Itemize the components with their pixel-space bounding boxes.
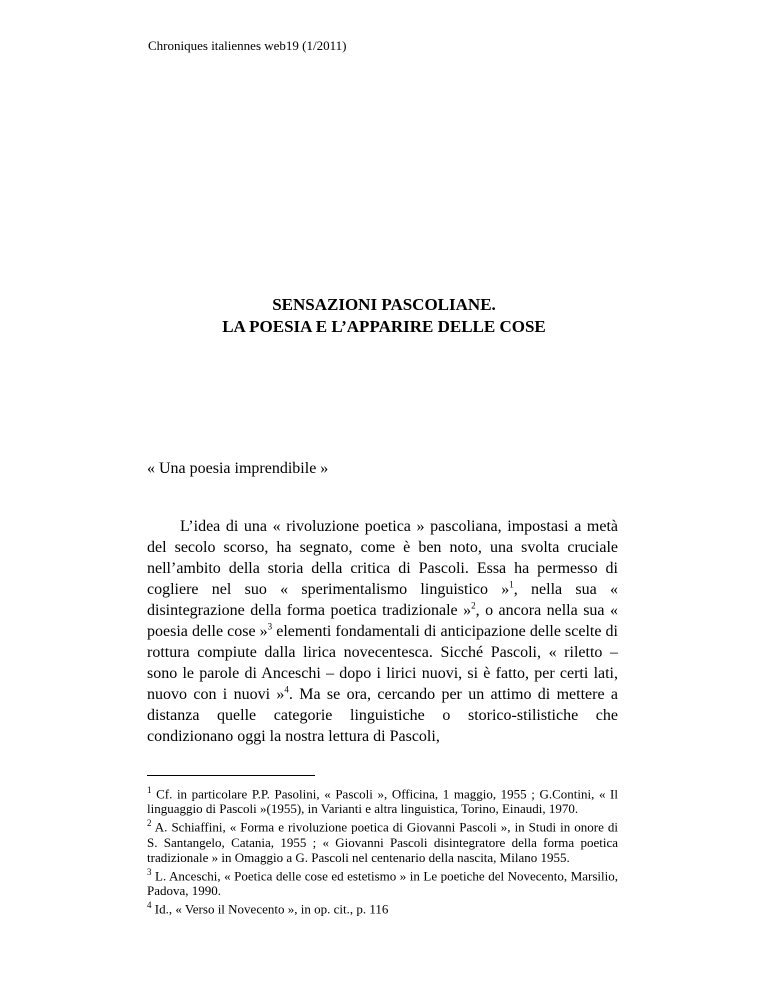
paragraph-text: , o ancora nella sua « poesia delle cose » [147, 602, 618, 640]
footnote [147, 816, 618, 864]
footnote-number: 4 [147, 899, 152, 910]
footnote-ref-2: 2 [471, 600, 476, 611]
footnote [147, 783, 618, 816]
footnote-text: A. Schiaffini, « Forma e rivoluzione poetica di Giovanni Pascoli », in Studi in onore di S. Santangelo, Catania, 1955 ; « Giovanni Pascoli disintegratore della forma poetica tradizionale » in Omaggio a G. Pascoli nel centenario della nascita, Milano 1955. [147, 819, 618, 865]
footnote-ref-3: 3 [267, 621, 273, 632]
footnote-text: Id., « Verso il Novecento », in op. cit., p. 116 [151, 901, 389, 917]
section-heading: « Una poesia imprendibile » [147, 460, 329, 477]
footnote-number: 2 [147, 818, 152, 829]
footnote-number: 1 [147, 785, 152, 795]
footnote [147, 865, 618, 898]
footnotes [147, 783, 618, 916]
title-line-1: SENSAZIONI PASCOLIANE. [272, 295, 496, 314]
footnote-text: Cf. in particolare P.P. Pasolini, « Pascoli », Officina, 1 maggio, 1955 ; G.Contini, « Il linguaggio di Pascoli »(1955), in Varianti e altra linguistica, Torino, Einaudi, 1970. [147, 786, 618, 817]
footnote-text: L. Anceschi, « Poetica delle cose ed estetismo » in Le poetiche del Novecento, Marsilio, Padova, 1990. [147, 867, 618, 898]
paragraph-text: L’idea di una « rivoluzione poetica » pascoliana, impostasi a metà del secolo scorso, ha segnato, come è ben noto, una svolta cruciale nell’ambito della storia della critica di Pascoli. Essa ha permesso di cogliere nel suo « sperimentalismo linguistico » [147, 518, 618, 598]
body-paragraph [147, 516, 618, 747]
footnote-ref-4: 4 [284, 684, 289, 695]
footnote-separator [147, 775, 315, 776]
paragraph-text: elementi fondamentali di anticipazione delle scelte di rottura compiute dalla lirica novecentesca. Sicché Pascoli, « riletto – sono le parole di Anceschi – dopo i lirici nuovi, si è fatto, per certi lati, nuovo con i nuovi » [147, 623, 618, 703]
footnote-number: 3 [147, 866, 152, 877]
paragraph-text: , nella sua « disintegrazione della forma poetica tradizionale » [147, 581, 619, 619]
paragraph-text: . Ma se ora, cercando per un attimo di mettere a distanza quelle categorie linguistiche o storico-stilistiche che condizionano oggi la nostra lettura di Pascoli, [147, 686, 618, 745]
article-title [0, 294, 768, 338]
running-header: Chroniques italiennes web19 (1/2011) [148, 38, 347, 53]
footnote-ref-1: 1 [509, 579, 514, 590]
title-line-2: LA POESIA E L’APPARIRE DELLE COSE [222, 317, 546, 336]
footnote [147, 898, 618, 916]
